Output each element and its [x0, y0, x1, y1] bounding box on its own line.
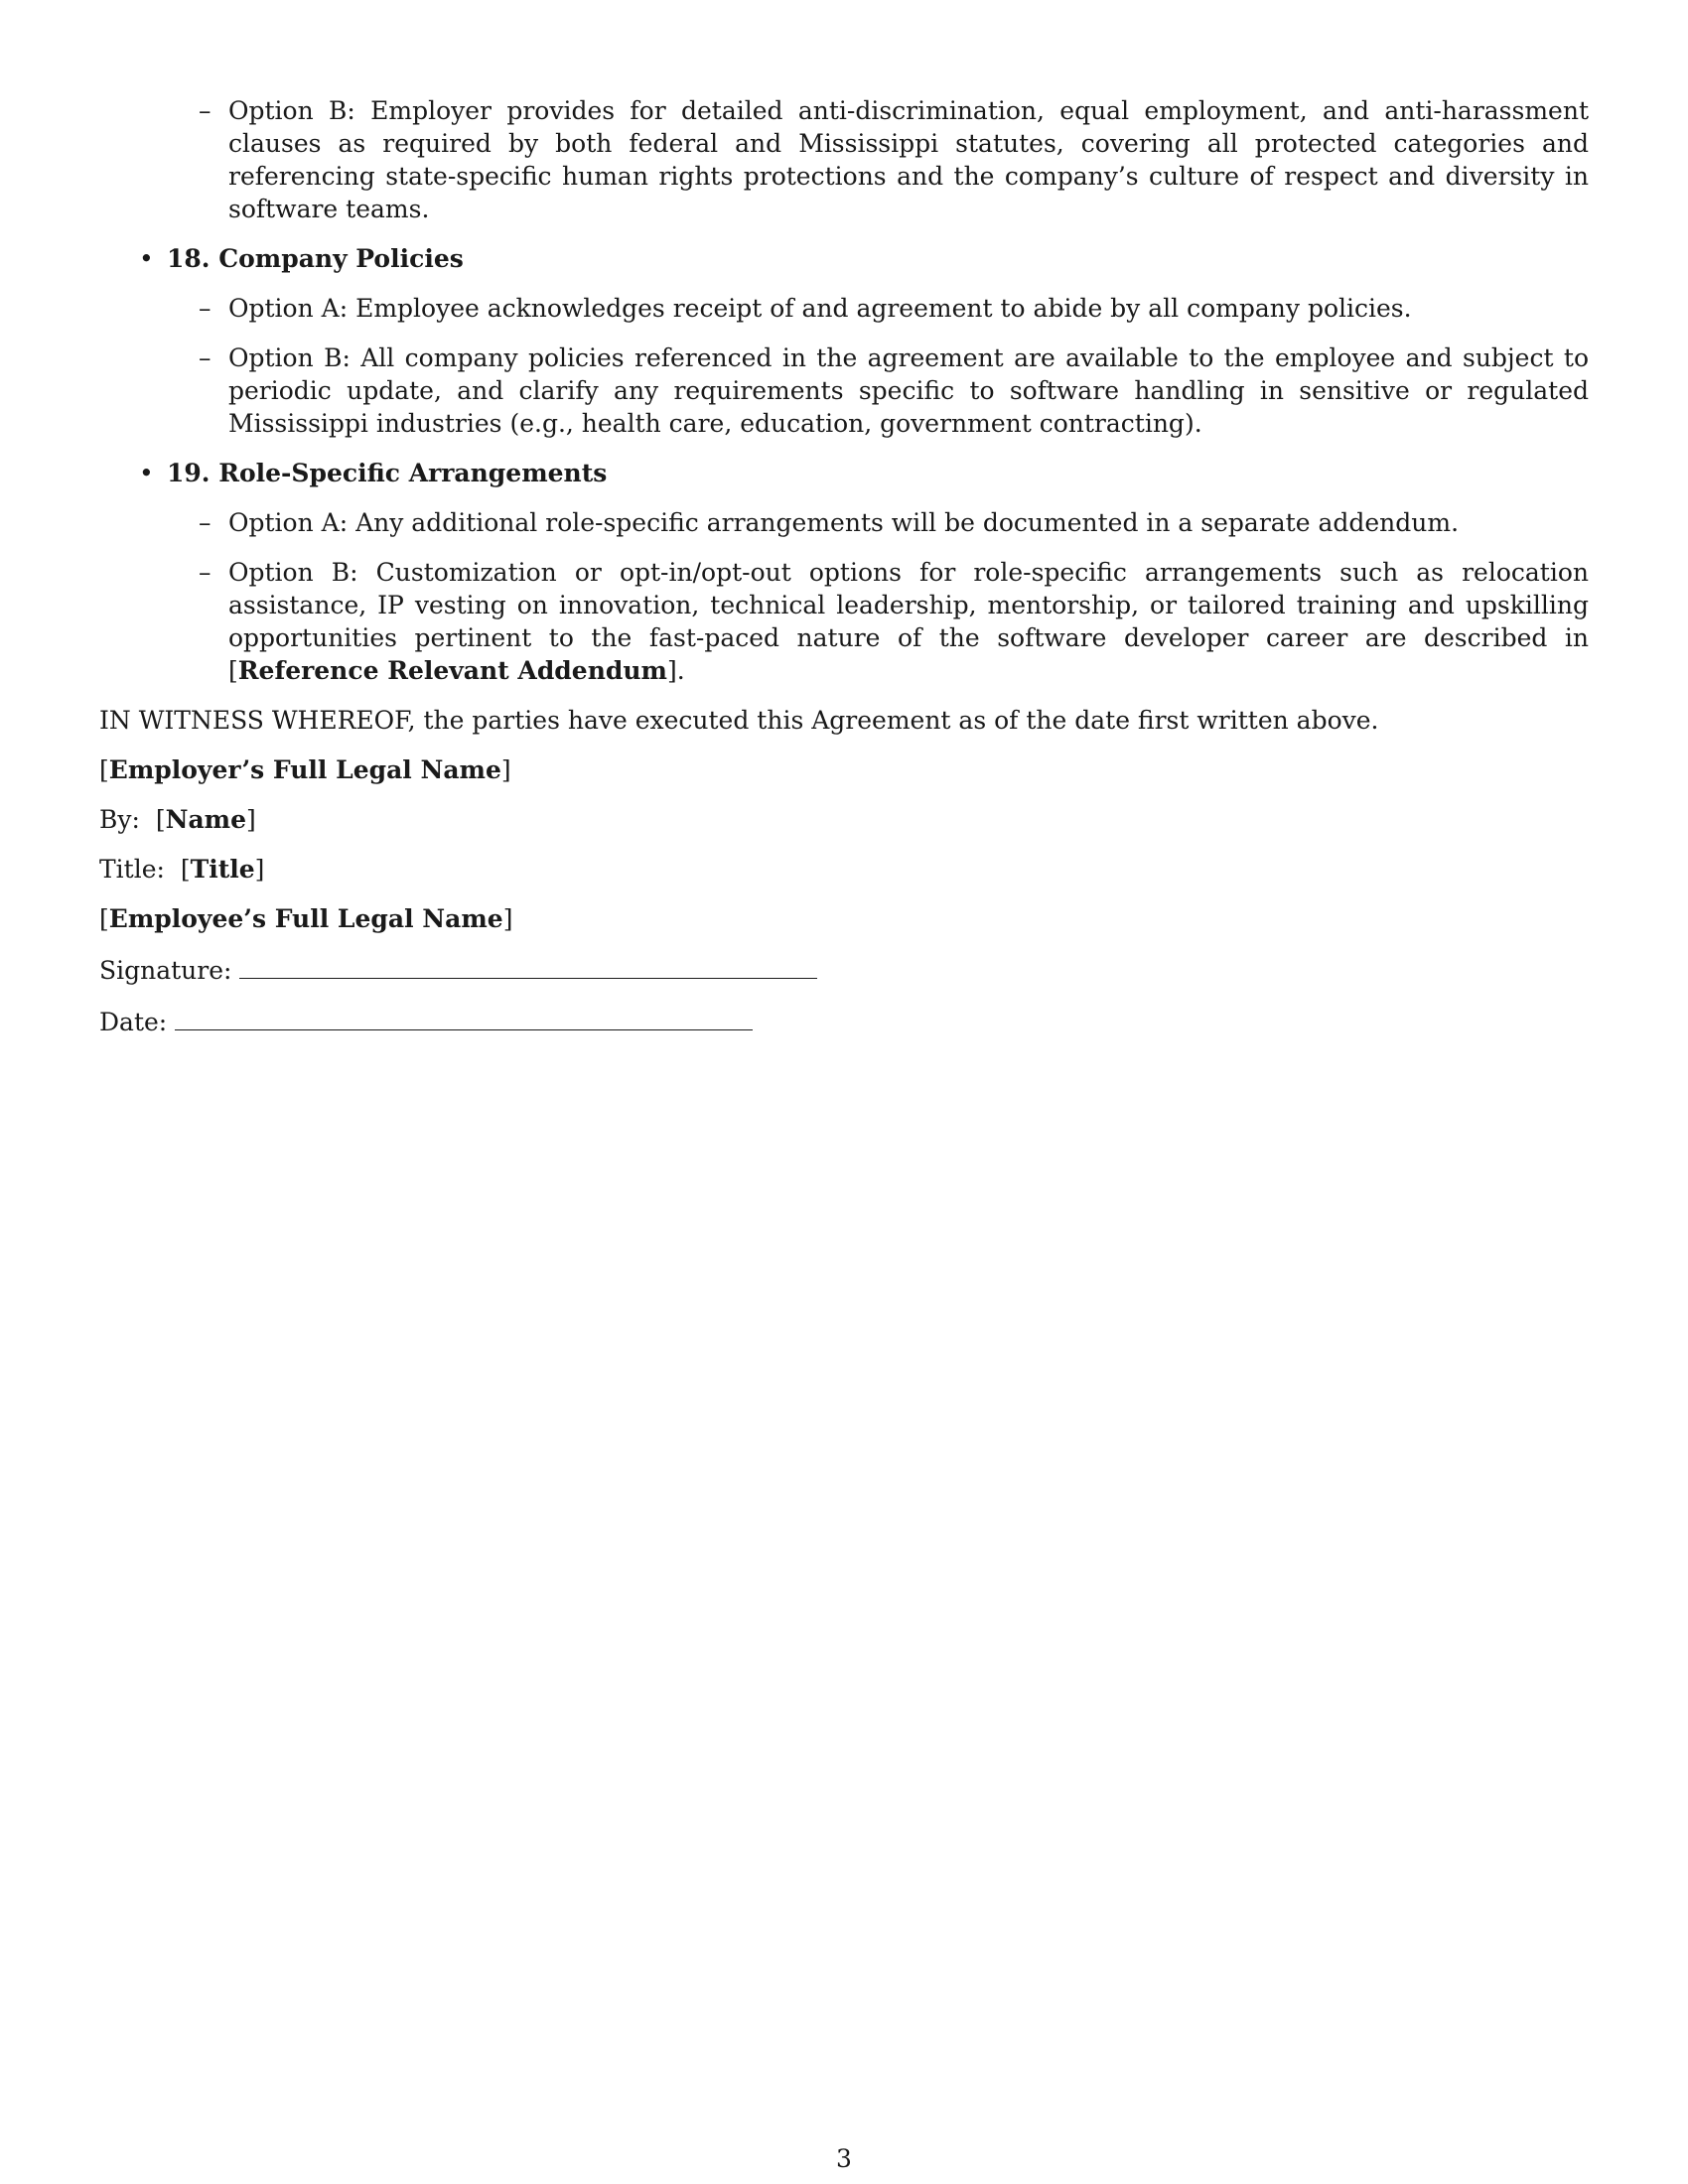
- option-text: Option A: Any additional role-specific arrangements will be documented in a separate addendum.: [228, 508, 1460, 537]
- option-item: [99, 341, 1589, 440]
- dash-marker: –: [199, 343, 211, 372]
- option-item: [99, 506, 1589, 539]
- employee-name-placeholder: Employee’s Full Legal Name: [108, 904, 503, 933]
- date-line: [99, 1004, 1589, 1038]
- employer-name-placeholder: Employer’s Full Legal Name: [108, 755, 501, 784]
- dash-marker: –: [199, 96, 211, 125]
- dash-marker: –: [199, 558, 211, 587]
- employer-name-line: [99, 753, 1589, 786]
- title-line: [99, 853, 1589, 886]
- by-line: [99, 803, 1589, 836]
- option-text: Option B: Employer provides for detailed anti-discrimination, equal employment, and anti-harassment clauses as required by both federal and Mississippi statutes, covering all protected categories and referencing state-specific human rights protections and the company’s culture of respect and diversity in software teams.: [228, 96, 1589, 223]
- title-label: Title:: [99, 855, 165, 884]
- option-text: Option A: Employee acknowledges receipt of and agreement to abide by all company policies.: [228, 294, 1412, 323]
- section-heading-19: [99, 457, 1589, 489]
- section-title: 19. Role-Specific Arrangements: [167, 459, 608, 487]
- date-blank[interactable]: [175, 1004, 753, 1030]
- option-text-after: ].: [666, 656, 685, 685]
- option-item: [99, 556, 1589, 687]
- page-number: 3: [836, 2144, 852, 2173]
- by-name-placeholder: Name: [165, 805, 247, 834]
- bracket-open: [: [99, 755, 109, 784]
- bracket-open: [: [99, 904, 109, 933]
- addendum-placeholder: Reference Relevant Addendum: [237, 656, 667, 685]
- option-text-before: Option B: Customization or opt-in/opt-out options for role-specific arrangements such as relocation assistance, IP vesting on innovation, technical leadership, mentorship, or tailored training and upskilling opportunities pertinent to the fast-paced nature of the software developer career are described in [: [228, 558, 1589, 685]
- title-placeholder: Title: [190, 855, 255, 884]
- option-text: Option B: All company policies referenced in the agreement are available to the employee and subject to periodic update, and clarify any requirements specific to software handling in sensitive or regulated Mississippi industries (e.g., health care, education, government contracting).: [228, 343, 1589, 438]
- bullet-marker: •: [139, 459, 154, 487]
- bracket-open: [: [155, 805, 166, 834]
- option-text: [228, 558, 1589, 685]
- employee-name-line: [99, 902, 1589, 935]
- option-item: [99, 94, 1589, 225]
- document-page: [99, 94, 1589, 1055]
- dash-marker: –: [199, 294, 211, 323]
- bracket-open: [: [180, 855, 191, 884]
- option-item: [99, 292, 1589, 325]
- by-label: By:: [99, 805, 140, 834]
- bullet-marker: •: [139, 244, 154, 273]
- dash-marker: –: [199, 508, 211, 537]
- signature-label: Signature:: [99, 956, 232, 985]
- bracket-close: ]: [246, 805, 256, 834]
- date-label: Date:: [99, 1008, 168, 1036]
- bracket-close: ]: [500, 755, 511, 784]
- bracket-close: ]: [502, 904, 513, 933]
- witness-clause: IN WITNESS WHEREOF, the parties have executed this Agreement as of the date first written above.: [99, 706, 1379, 735]
- signature-blank[interactable]: [239, 952, 817, 979]
- signature-line: [99, 952, 1589, 987]
- section-title: 18. Company Policies: [167, 244, 464, 273]
- section-heading-18: [99, 242, 1589, 275]
- bracket-close: ]: [254, 855, 265, 884]
